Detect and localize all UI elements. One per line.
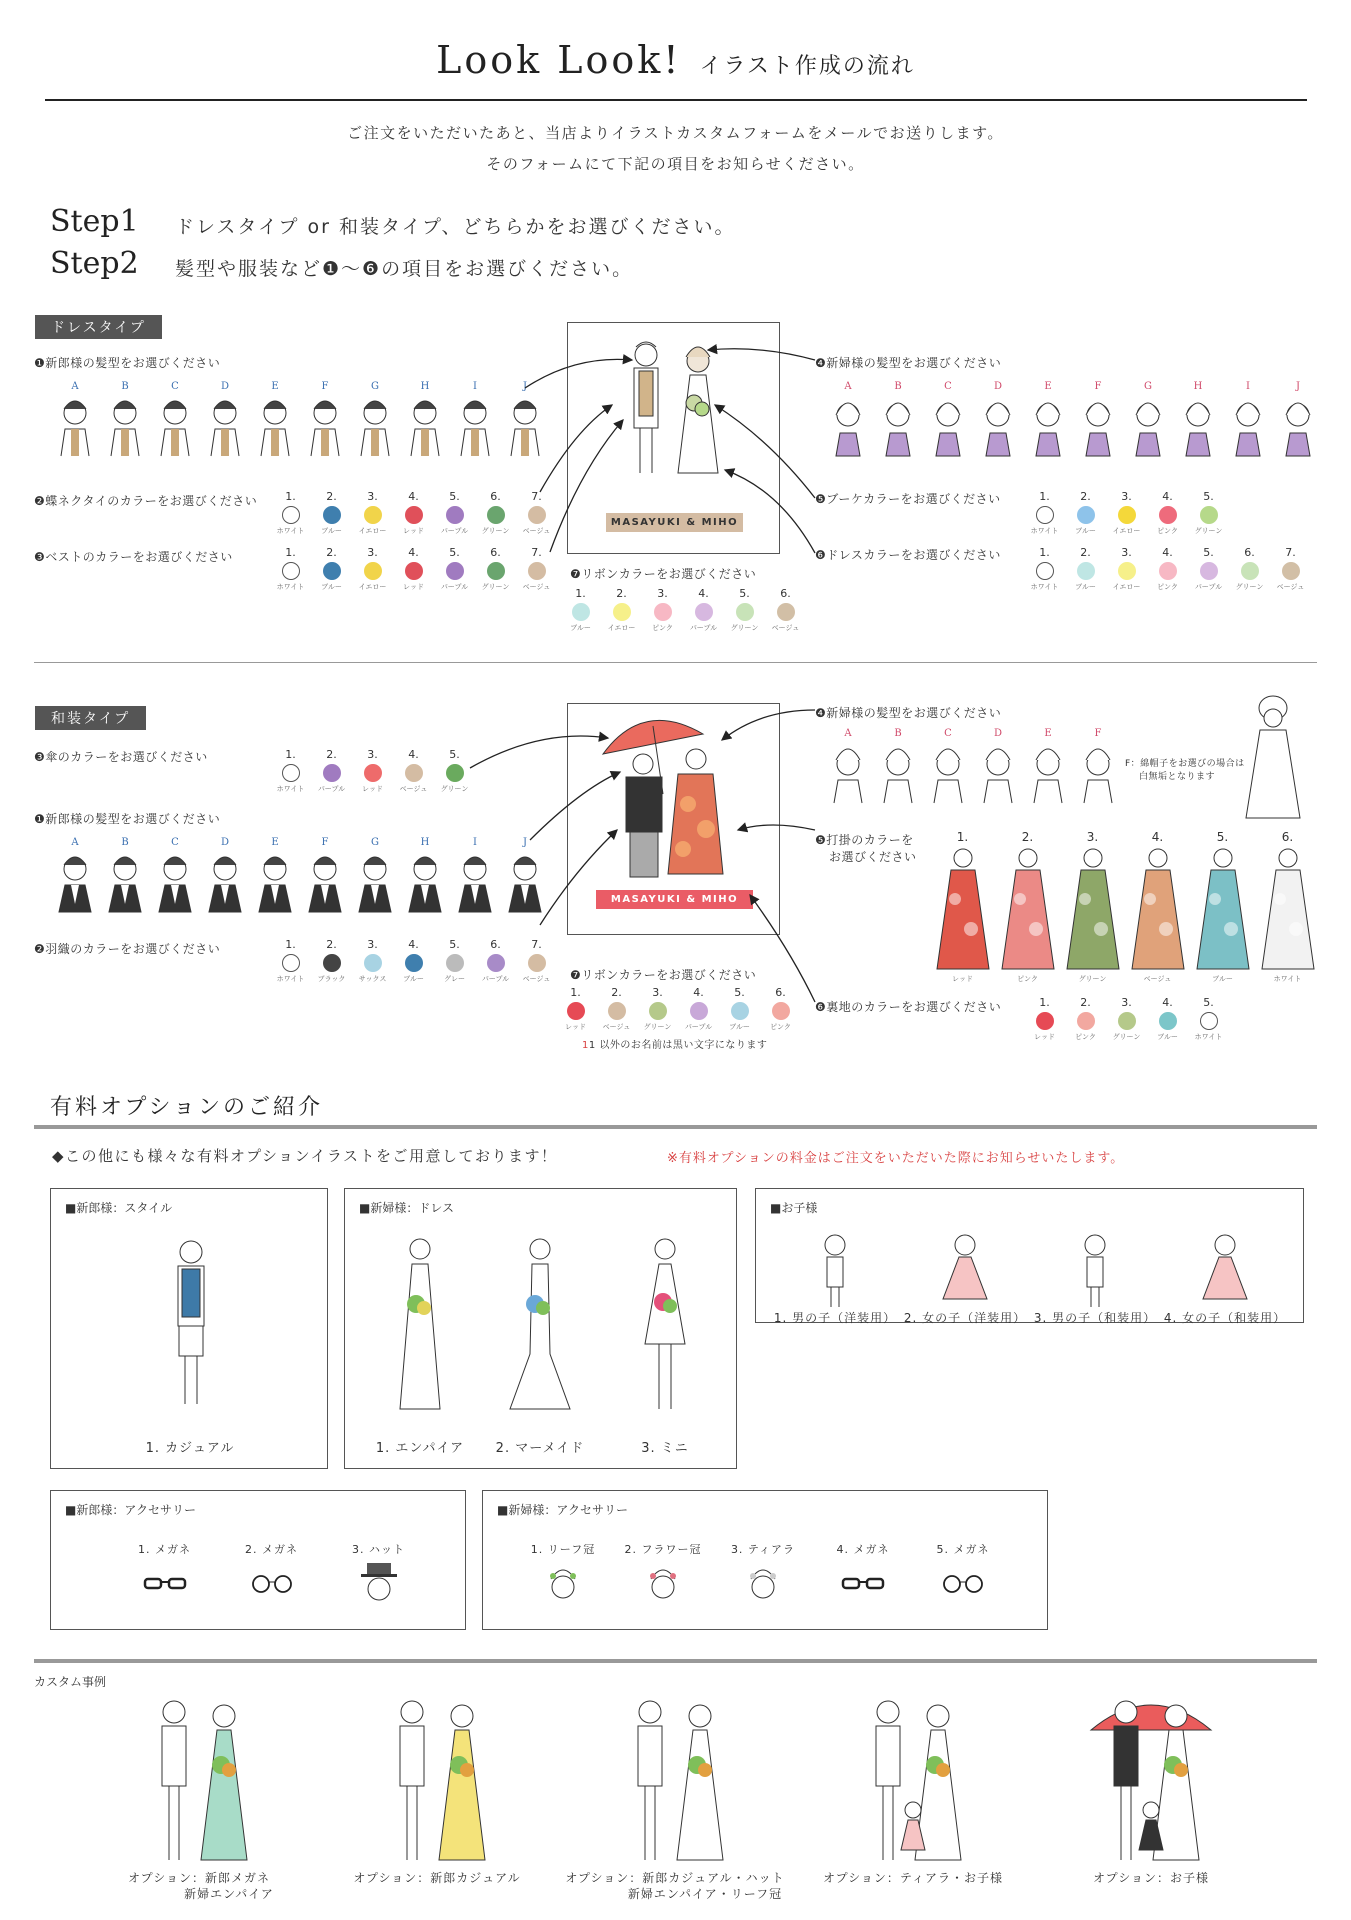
options-lead: ◆この他にも様々な有料オプションイラストをご用意しております！ [52,1147,558,1165]
bride-acc-title: ■新婦様：アクセサリー [497,1503,628,1517]
note-line-2: 白無垢となります [1139,772,1216,782]
dress-arrows [0,0,1351,680]
swatch-number: 3. [367,938,378,951]
example-couple-illustration [367,1690,507,1870]
swatch-number: 3. [657,587,668,600]
hair-option-letter: B [894,381,902,392]
ura-title: ❻裏地のカラーをお選びください [815,1000,1002,1014]
example-caption-line2: 新婦エンパイア [184,1887,274,1901]
bride-dress-box [344,1188,737,1469]
hair-option-letter: J [1295,381,1300,392]
round-glasses-icon [933,1557,993,1607]
swatch-number: 1. [1039,490,1050,503]
swatch-number: 4. [408,748,419,761]
swatch-number: 7. [1285,546,1296,559]
swatch-color-name: パープル [317,785,346,793]
kids-title: ■お子様 [770,1201,818,1215]
flower-crown-icon [633,1557,693,1607]
hair-option-letter: F [321,381,329,392]
round-glasses-icon [242,1557,302,1607]
swatch-number: 4. [1162,996,1173,1009]
wasou-ribbon-note [582,1036,767,1051]
hair-option-letter: G [371,837,379,848]
dress-name-ribbon: MASAYUKI & MIHO [606,513,743,532]
tiara-icon [733,1557,793,1607]
swatch-number: 6. [490,490,501,503]
swatch-color-name: ブルー [1075,527,1096,535]
wasou-groom-hair-title: ❶新郎様の髪型をお選びください [34,812,221,826]
swatch-number: 3. [1121,546,1132,559]
hair-option-letter: D [993,728,1003,739]
hair-option-letter: A [71,381,79,392]
swatch-number: 5. [449,490,460,503]
swatch-color-name: グリーン [440,785,469,793]
swatch-color-name: パープル [481,975,510,983]
vest-title: ❸ベストのカラーをお選びください [34,550,233,564]
accessory-caption: 1. メガネ [138,1543,191,1556]
swatch-number: 5. [1203,546,1214,559]
kid-option [770,1229,900,1326]
swatch-number: 7. [531,490,542,503]
accessory-option [111,1541,218,1607]
swatch-color-name: ホワイト [276,527,305,535]
mermaid-dress-illustration [505,1234,575,1414]
note-number: 1 [582,1040,589,1051]
hair-option-letter: D [993,381,1003,392]
intro-line-2: そのフォームにて下記の項目をお知らせください。 [486,155,865,173]
swatch-number: 4. [698,587,709,600]
swatch-number: 5. [1203,490,1214,503]
step1-label: Step1 [50,204,139,239]
hair-option-letter: C [171,837,179,848]
uchikake-color-name: ブルー [1212,975,1233,983]
mermaid-caption: 2. マーメイド [495,1441,585,1456]
swatch-number: 3. [367,546,378,559]
example-item [794,1690,1032,1902]
hair-option-letter: B [121,381,129,392]
swatch-number: 7. [531,546,542,559]
uchikake-color-name: グリーン [1078,975,1107,983]
options-rule [34,1125,1317,1129]
swatch-color-name: パープル [689,624,718,632]
swatch-number: 1. [285,748,296,761]
swatch-color-name: レッド [362,785,383,793]
uchikake-number: 6. [1281,830,1294,844]
swatch-color-name: グレー [444,975,465,983]
bride-acc-box [482,1490,1048,1630]
dress-bride-hair-title: ❹新婦様の髪型をお選びください [815,356,1002,370]
swatch-number: 1. [570,986,581,999]
hair-option-letter: E [1044,728,1052,739]
swatch-number: 1. [575,587,586,600]
example-couple-illustration [129,1690,269,1870]
examples-rule [34,1659,1317,1663]
kid-option [900,1229,1030,1326]
swatch-number: 3. [1121,996,1132,1009]
swatch-number: 4. [408,490,419,503]
swatch-number: 2. [616,587,627,600]
step2-label: Step2 [50,246,139,281]
title-main: Look Look! [436,38,682,82]
hair-option-letter: J [522,381,527,392]
mini-dress-illustration [635,1234,695,1414]
swatch-color-name: イエロー [358,583,387,591]
wasou-bride-hair-title: ❹新婦様の髪型をお選びください [815,706,1002,720]
swatch-number: 5. [1203,996,1214,1009]
accessory-caption: 3. ハット [352,1543,405,1556]
hair-option-letter: C [171,381,179,392]
uchikake-title-line2: お選びください [829,850,917,864]
dresscolor-title: ❻ドレスカラーをお選びください [815,548,1001,562]
kid-caption: 4. 女の子（和装用） [1163,1311,1287,1325]
example-caption [823,1870,1003,1886]
swatch-color-name: ブルー [570,624,591,632]
hair-option-letter: E [1044,381,1052,392]
kids-options [770,1229,1290,1326]
swatch-number: 5. [739,587,750,600]
swatch-number: 2. [1080,546,1091,559]
examples-list [80,1690,1270,1902]
swatch-number: 7. [531,938,542,951]
swatch-number: 4. [408,938,419,951]
swatch-number: 6. [1244,546,1255,559]
mini-caption: 3. ミニ [641,1441,689,1456]
kid-illustration [1195,1229,1255,1309]
note-text: 1 以外のお名前は黒い文字になります [588,1040,768,1051]
empire-caption: 1. エンパイア [375,1441,465,1456]
kid-caption: 2. 女の子（洋装用） [903,1311,1027,1325]
wasou-type-tag: 和装タイプ [35,706,146,730]
swatch-color-name: ブルー [729,1023,750,1031]
swatch-color-name: ホワイト [276,583,305,591]
swatch-number: 2. [326,490,337,503]
swatch-color-name: イエロー [607,624,636,632]
swatch-color-name: ベージュ [522,975,551,983]
swatch-number: 6. [490,938,501,951]
step2-text: 髪型や服装など❶～❻の項目をお選びください。 [175,258,634,280]
swatch-color-name: ホワイト [1030,527,1059,535]
swatch-number: 5. [449,748,460,761]
dress-type-tag: ドレスタイプ [35,315,162,339]
groom-style-box [50,1188,328,1469]
swatch-color-name: ブルー [1075,583,1096,591]
example-couple-illustration [1081,1690,1221,1870]
accessory-caption: 2. フラワー冠 [624,1543,702,1556]
swatch-color-name: グリーン [730,624,759,632]
hair-option-letter: G [371,381,379,392]
uchikake-title-line1: ❺打掛のカラーを [815,833,914,847]
options-title: 有料オプションのご紹介 [50,1095,324,1120]
accessory-caption: 5. メガネ [936,1543,990,1556]
swatch-number: 1. [285,546,296,559]
kid-option [1030,1229,1160,1326]
accessory-caption: 3. ティアラ [730,1543,796,1556]
example-item [556,1690,794,1902]
swatch-color-name: ベージュ [522,583,551,591]
swatch-number: 6. [775,986,786,999]
title-sub: イラスト作成の流れ [699,54,915,79]
hair-option-letter: B [894,728,902,739]
swatch-color-name: ピンク [1157,583,1178,591]
swatch-color-name: ベージュ [771,624,800,632]
uchikake-number: 4. [1151,830,1164,844]
bride-acc-options [513,1541,1013,1607]
accessory-caption: 4. メガネ [836,1543,890,1556]
intro-line-1: ご注文をいただいたあと、当店よりイラストカスタムフォームをメールでお送りします。 [347,124,1004,142]
swatch-color-name: サックス [358,975,387,983]
swatch-number: 2. [326,938,337,951]
swatch-number: 6. [490,546,501,559]
swatch-color-name: ベージュ [1276,583,1305,591]
leaf-crown-icon [533,1557,593,1607]
umbrella-title: ❸傘のカラーをお選びください [34,750,208,764]
casual-caption: 1. カジュアル [145,1441,235,1456]
hair-option-letter: A [844,381,852,392]
uchikake-color-name: ピンク [1017,975,1038,983]
swatch-color-name: ブルー [321,527,342,535]
example-caption [124,1870,274,1902]
example-couple-illustration [605,1690,745,1870]
example-caption-line1: オプション：新郎メガネ [128,1871,270,1885]
swatch-color-name: ホワイト [1030,583,1059,591]
swatch-number: 4. [1162,546,1173,559]
haori-title: ❷羽織のカラーをお選びください [34,942,221,956]
uchikake-number: 2. [1021,830,1034,844]
example-caption-line1: オプション：新郎カジュアル [353,1871,521,1885]
dress-groom-hair-title: ❶新郎様の髪型をお選びください [34,356,221,370]
accessory-option [713,1541,813,1607]
swatch-color-name: ホワイト [276,975,305,983]
swatch-color-name: グリーン [1194,527,1223,535]
uchikake-number: 3. [1086,830,1099,844]
hair-option-letter: I [1246,381,1250,392]
swatch-color-name: ホワイト [276,785,305,793]
accessory-option [813,1541,913,1607]
example-item [80,1690,318,1902]
groom-acc-box [50,1490,466,1630]
wasou-ribbon-title: ❼リボンカラーをお選びください [570,968,757,982]
example-caption-line1: オプション：お子様 [1093,1871,1209,1885]
hair-option-letter: I [473,381,477,392]
wasou-name-ribbon: MASAYUKI & MIHO [596,890,753,909]
swatch-color-name: ピンク [652,624,673,632]
kids-box [755,1188,1304,1323]
example-caption [1093,1870,1209,1886]
uchikake-number: 5. [1216,830,1229,844]
hair-option-letter: H [1193,381,1203,392]
swatch-color-name: ホワイト [1194,1033,1223,1041]
swatch-color-name: レッド [565,1023,586,1031]
swatch-color-name: ピンク [770,1023,791,1031]
step1-text: ドレスタイプ or 和装タイプ、どちらかをお選びください。 [175,216,736,238]
glasses-icon [135,1557,195,1607]
accessory-option [913,1541,1013,1607]
swatch-number: 1. [1039,996,1050,1009]
swatch-color-name: ブルー [403,975,424,983]
swatch-color-name: グリーン [481,583,510,591]
swatch-number: 3. [367,490,378,503]
hair-option-letter: F [1094,728,1102,739]
kid-caption: 3. 男の子（和装用） [1033,1311,1157,1325]
swatch-number: 5. [734,986,745,999]
accessory-caption: 2. メガネ [245,1543,298,1556]
accessory-option [325,1541,432,1607]
accessory-caption: 1. リーフ冠 [530,1543,596,1556]
swatch-color-name: ピンク [1075,1033,1096,1041]
swatch-number: 4. [408,546,419,559]
swatch-number: 5. [449,546,460,559]
hair-option-letter: H [420,381,430,392]
hair-option-letter: B [121,837,129,848]
groom-acc-options [111,1541,432,1607]
hair-option-letter: F [321,837,329,848]
hair-option-letter: E [271,381,279,392]
example-caption [353,1870,520,1886]
swatch-number: 2. [326,546,337,559]
swatch-color-name: パープル [1194,583,1223,591]
groom-acc-title: ■新郎様：アクセサリー [65,1503,196,1517]
swatch-color-name: レッド [403,527,424,535]
hair-option-letter: H [420,837,430,848]
hair-option-letter: A [844,728,852,739]
hair-option-letter: I [473,837,477,848]
hair-option-letter: A [71,837,79,848]
glasses-icon [833,1557,893,1607]
swatch-color-name: イエロー [1112,527,1141,535]
groom-style-title: ■新郎様：スタイル [65,1201,173,1215]
swatch-color-name: ピンク [1157,527,1178,535]
wasou-arrows [0,680,1351,1020]
hair-option-letter: C [944,381,952,392]
kid-option [1160,1229,1290,1326]
bride-dress-title: ■新婦様：ドレス [359,1201,454,1215]
swatch-color-name: ブルー [321,583,342,591]
accessory-option [513,1541,613,1607]
empire-dress-illustration [390,1234,450,1414]
hat-icon [349,1557,409,1607]
note-line-1: F：綿帽子をお選びの場合は [1125,759,1245,769]
options-notice: ※有料オプションの料金はご注文をいただいた際にお知らせいたします。 [667,1151,1125,1166]
swatch-number: 4. [1162,490,1173,503]
accessory-option [613,1541,713,1607]
swatch-color-name: パープル [440,527,469,535]
swatch-color-name: レッド [1034,1033,1055,1041]
example-caption-line1: オプション：ティアラ・お子様 [823,1871,1003,1885]
swatch-number: 3. [652,986,663,999]
swatch-number: 2. [1080,996,1091,1009]
section-divider [34,662,1317,663]
bouquet-title: ❺ブーケカラーをお選びください [815,492,1001,506]
swatch-color-name: ベージュ [522,527,551,535]
hair-option-letter: G [1144,381,1152,392]
uchikake-color-name: ベージュ [1143,975,1172,983]
swatch-color-name: パープル [440,583,469,591]
swatch-number: 5. [449,938,460,951]
hair-option-letter: J [522,837,527,848]
bowtie-title: ❷蝶ネクタイのカラーをお選びください [34,494,258,508]
kid-illustration [805,1229,865,1309]
swatch-number: 4. [693,986,704,999]
swatch-color-name: イエロー [1112,583,1141,591]
swatch-number: 6. [780,587,791,600]
swatch-number: 3. [1121,490,1132,503]
hair-option-letter: E [271,837,279,848]
hair-option-letter: D [220,381,230,392]
uchikake-color-name: ホワイト [1273,975,1302,983]
kid-caption: 1. 男の子（洋装用） [773,1311,897,1325]
example-caption-line2: 新婦エンパイア・リーフ冠 [627,1887,783,1901]
uchikake-color-name: レッド [952,975,973,983]
hair-option-letter: F [1094,381,1102,392]
dress-ribbon-title: ❼リボンカラーをお選びください [570,567,757,581]
swatch-number: 1. [1039,546,1050,559]
examples-title: カスタム事例 [34,1675,107,1689]
swatch-number: 2. [326,748,337,761]
swatch-color-name: ベージュ [602,1023,631,1031]
swatch-color-name: グリーン [1112,1033,1141,1041]
example-couple-illustration [843,1690,983,1870]
swatch-color-name: ベージュ [399,785,428,793]
kid-illustration [935,1229,995,1309]
example-item [318,1690,556,1902]
swatch-color-name: ブルー [1157,1033,1178,1041]
example-caption [565,1870,784,1902]
swatch-color-name: イエロー [358,527,387,535]
accessory-option [218,1541,325,1607]
example-caption-line1: オプション：新郎カジュアル・ハット [565,1871,785,1885]
kid-illustration [1065,1229,1125,1309]
swatch-color-name: レッド [403,583,424,591]
swatch-number: 2. [611,986,622,999]
swatch-color-name: パープル [684,1023,713,1031]
swatch-number: 3. [367,748,378,761]
hair-option-letter: D [220,837,230,848]
swatch-color-name: グリーン [481,527,510,535]
swatch-color-name: グリーン [1235,583,1264,591]
swatch-color-name: ブラック [317,975,346,983]
hair-option-letter: C [944,728,952,739]
swatch-color-name: グリーン [643,1023,672,1031]
casual-groom-illustration [161,1234,221,1414]
uchikake-number: 1. [956,830,969,844]
example-item [1032,1690,1270,1902]
swatch-number: 1. [285,490,296,503]
swatch-number: 2. [1080,490,1091,503]
swatch-number: 1. [285,938,296,951]
